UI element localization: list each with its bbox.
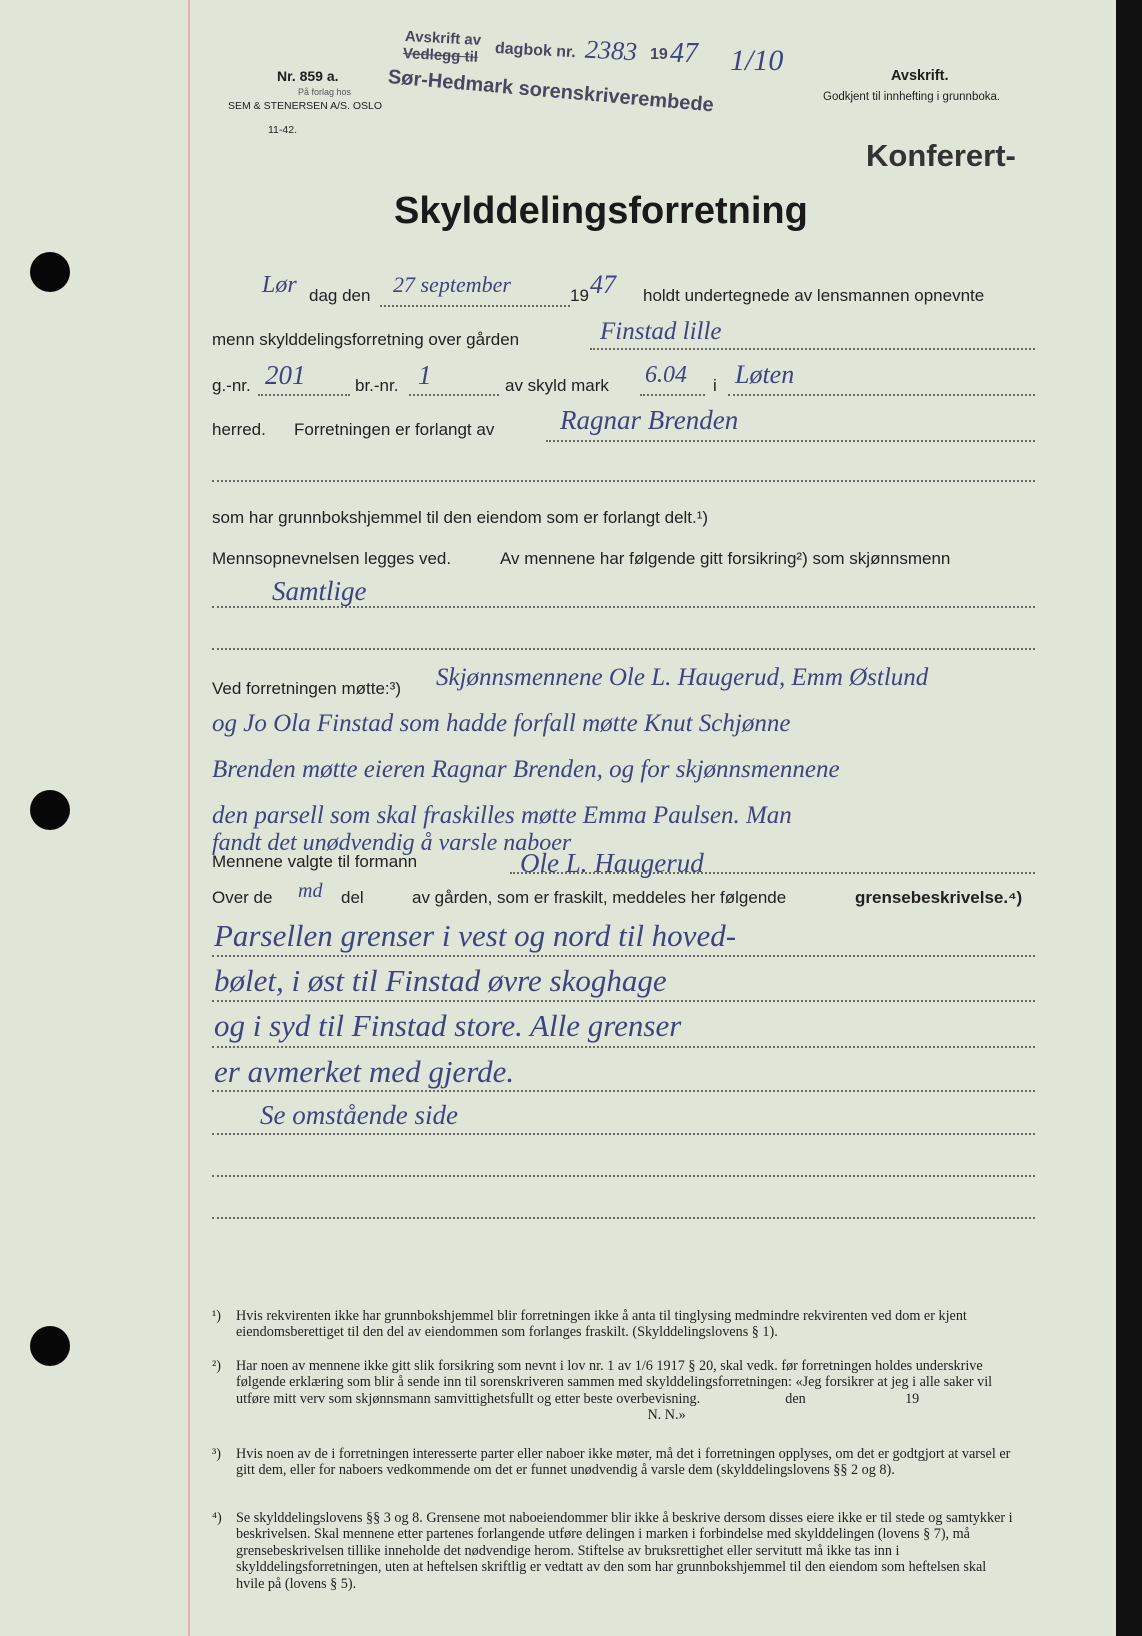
dotline-blank-2: [212, 648, 1035, 650]
scan-edge: [1116, 0, 1142, 1636]
punch-hole-bottom: [30, 1326, 70, 1366]
stamp-year-printed: 19: [650, 46, 668, 63]
header-avskrift: Avskrift.: [891, 68, 949, 84]
hand-ved-line-3: Brenden møtte eieren Ragnar Brenden, og for skjønnsmennene: [212, 756, 840, 783]
header-godkjent: Godkjent til innhefting i grunnboka.: [823, 91, 1001, 103]
hand-brnr: 1: [418, 360, 432, 390]
hand-formann: Ole L. Haugerud: [520, 848, 704, 878]
dotline-boundary-3: [212, 1046, 1035, 1048]
footnote-1-text: Hvis rekvirenten ikke har grunnbokshjemmel blir forretningen ikke å anta til tinglysing medmindre rekvirenten ved dom er kjent eiendomsberettiget til den del av eiendommen som forlanges fraskilt. (Skylddelingslovens § 1).: [236, 1308, 967, 1341]
dotline-brnr: [409, 394, 499, 396]
dotline-samtlige: [212, 606, 1035, 608]
dotline-boundary-2: [212, 1000, 1035, 1002]
stamp-dagbok: dagbok nr.: [494, 40, 577, 62]
hand-boundary-line-1: Parsellen grenser i vest og nord til hoved-: [214, 918, 737, 953]
footnote-3-number: ³): [212, 1446, 221, 1462]
label-over-de: Over de: [212, 888, 273, 907]
label-skyld: av skyld mark: [505, 376, 609, 395]
stamp-office: Sør-Hedmark sorenskriverembede: [387, 66, 715, 117]
page-title: Skylddelingsforretning: [394, 190, 808, 232]
hand-skyld: 6.04: [645, 362, 687, 388]
label-grunnbok: som har grunnbokshjemmel til den eiendom som er forlangt delt.¹): [212, 508, 709, 527]
label-forsikring: Av mennene har følgende gitt forsikring²) som skjønnsmenn: [500, 549, 951, 568]
label-brnr: br.-nr.: [355, 376, 399, 395]
dotline-blank-4: [212, 1217, 1035, 1219]
hand-ved-line-4: den parsell som skal fraskilles møtte Emma Paulsen. Man: [212, 802, 792, 829]
punch-hole-top: [30, 252, 70, 292]
footnote-3-text: Hvis noen av de i forretningen interesserte parter eller naboer ikke møter, må det i forretningen opplyses, om det er godtgjort at varsel er gitt dem, eller for naboers vedkommende om det er funnet unødvendig å varsle dem (skylddelingslovens §§ 2 og 8).: [236, 1446, 1011, 1479]
hand-requester: Ragnar Brenden: [560, 405, 739, 435]
print-code: 11-42.: [268, 124, 297, 136]
hand-ved-line-5: fandt det unødvendig å varsle naboer: [212, 830, 572, 856]
hand-year: 47: [590, 270, 616, 299]
footnote-2-text: Har noen av mennene ikke gitt slik forsikring som nevnt i lov nr. 1 av 1/6 1917 § 20, skal vedk. før forretningen holdes underskrive følgende erklæring som blir å sende inn til sorenskriveren sammen med skylddelingsforretningen: «Jeg forsikrer at jeg i alle saker vil utføre mitt verv som skjønnsmann samvittighetsfullt og etter beste overbevisning. den 19 N. N.»: [236, 1358, 993, 1424]
label-ved: Ved forretningen møtte:³): [212, 679, 401, 698]
margin-rule: [188, 0, 190, 1636]
label-gnr: g.-nr.: [212, 376, 251, 395]
form-number: Nr. 859 a.: [277, 68, 339, 84]
hand-day: Lør: [262, 272, 297, 298]
dotline-farm: [590, 348, 1035, 350]
dotline-blank-1: [212, 480, 1035, 482]
hand-farm: Finstad lille: [600, 318, 722, 345]
hand-ved-line-2: og Jo Ola Finstad som hadde forfall møtte Knut Schjønne: [212, 710, 791, 737]
label-menn: menn skylddelingsforretning over gården: [212, 330, 520, 349]
hand-date: 27 september: [393, 272, 511, 297]
label-herred: herred.: [212, 420, 266, 439]
publisher: SEM & STENERSEN A/S. OSLO: [228, 100, 383, 112]
hand-samtlige: Samtlige: [272, 576, 367, 606]
hand-boundary-line-5: Se omstående side: [260, 1100, 458, 1130]
dotline-boundary-1: [212, 955, 1035, 957]
label-i: i: [713, 376, 717, 395]
konferert-stamp: Konferert-: [866, 138, 1016, 173]
publisher-small: På forlag hos: [298, 87, 352, 97]
hand-boundary-line-4: er avmerket med gjerde.: [214, 1054, 515, 1089]
hand-boundary-line-3: og i syd til Finstad store. Alle grenser: [214, 1008, 682, 1043]
label-year-prefix: 19: [570, 286, 589, 305]
dotline-blank-3: [212, 1175, 1035, 1177]
label-del: del: [341, 888, 364, 907]
dotline-boundary-4: [212, 1090, 1035, 1092]
label-holdt: holdt undertegnede av lensmannen opnevnte: [643, 286, 985, 305]
label-gaarden: av gården, som er fraskilt, meddeles her følgende: [412, 888, 787, 907]
hand-ved-line-1: Skjønnsmennene Ole L. Haugerud, Emm Østlund: [436, 664, 929, 691]
stamp-date-hand: 1/10: [730, 44, 784, 77]
hand-boundary-line-2: bølet, i øst til Finstad øvre skoghage: [214, 963, 667, 998]
footnote-1-number: ¹): [212, 1308, 221, 1324]
dotline-gnr: [258, 394, 350, 396]
stamp-number: 2383: [584, 34, 638, 67]
hand-place: Løten: [735, 360, 795, 389]
stamp-vedlegg-til: Vedlegg til: [402, 45, 479, 66]
label-grensebeskrivelse: grensebeskrivelse.⁴): [855, 888, 1023, 907]
footnote-4-text: Se skylddelingslovens §§ 3 og 8. Grensene mot naboeiendommer blir ikke å beskrive dersom disses eiere ikke er til stede og samtykker i beskrivelsen. Skal mennene etter partenes forlangende utføre delingen i marken i forbindelse med skylddelingen (lovens § 7), må grensebeskrivelsen tillike inneholde det nødvendige herom. Stiftelse av bruksrettighet eller servitutt må ikke tas inn i skylddelingsforretningen, uten at heftelsen skriftlig er vedtatt av den som har grunnbokshjemmel til den eiendom som heftelsen skal hvile på (lovens § 5).: [236, 1510, 1013, 1592]
dotline-date: [380, 305, 570, 307]
hand-over: md: [298, 880, 323, 902]
dotline-place: [728, 394, 1035, 396]
label-dag-den: dag den: [309, 286, 371, 305]
label-forlangt: Forretningen er forlangt av: [294, 420, 495, 439]
dotline-requester: [546, 440, 1035, 442]
hand-gnr: 201: [265, 360, 306, 390]
footnote-4-number: ⁴): [212, 1510, 222, 1526]
label-formann: Mennene valgte til formann: [212, 852, 418, 871]
dotline-skyld: [640, 394, 705, 396]
footnote-2-number: ²): [212, 1358, 221, 1374]
label-mennsop: Mennsopnevnelsen legges ved.: [212, 549, 452, 568]
dotline-boundary-5: [212, 1133, 1035, 1135]
stamp-year-hand: 47: [670, 38, 698, 69]
punch-hole-middle: [30, 790, 70, 830]
stamp-avskrift-av: Avskrift av: [404, 28, 482, 49]
